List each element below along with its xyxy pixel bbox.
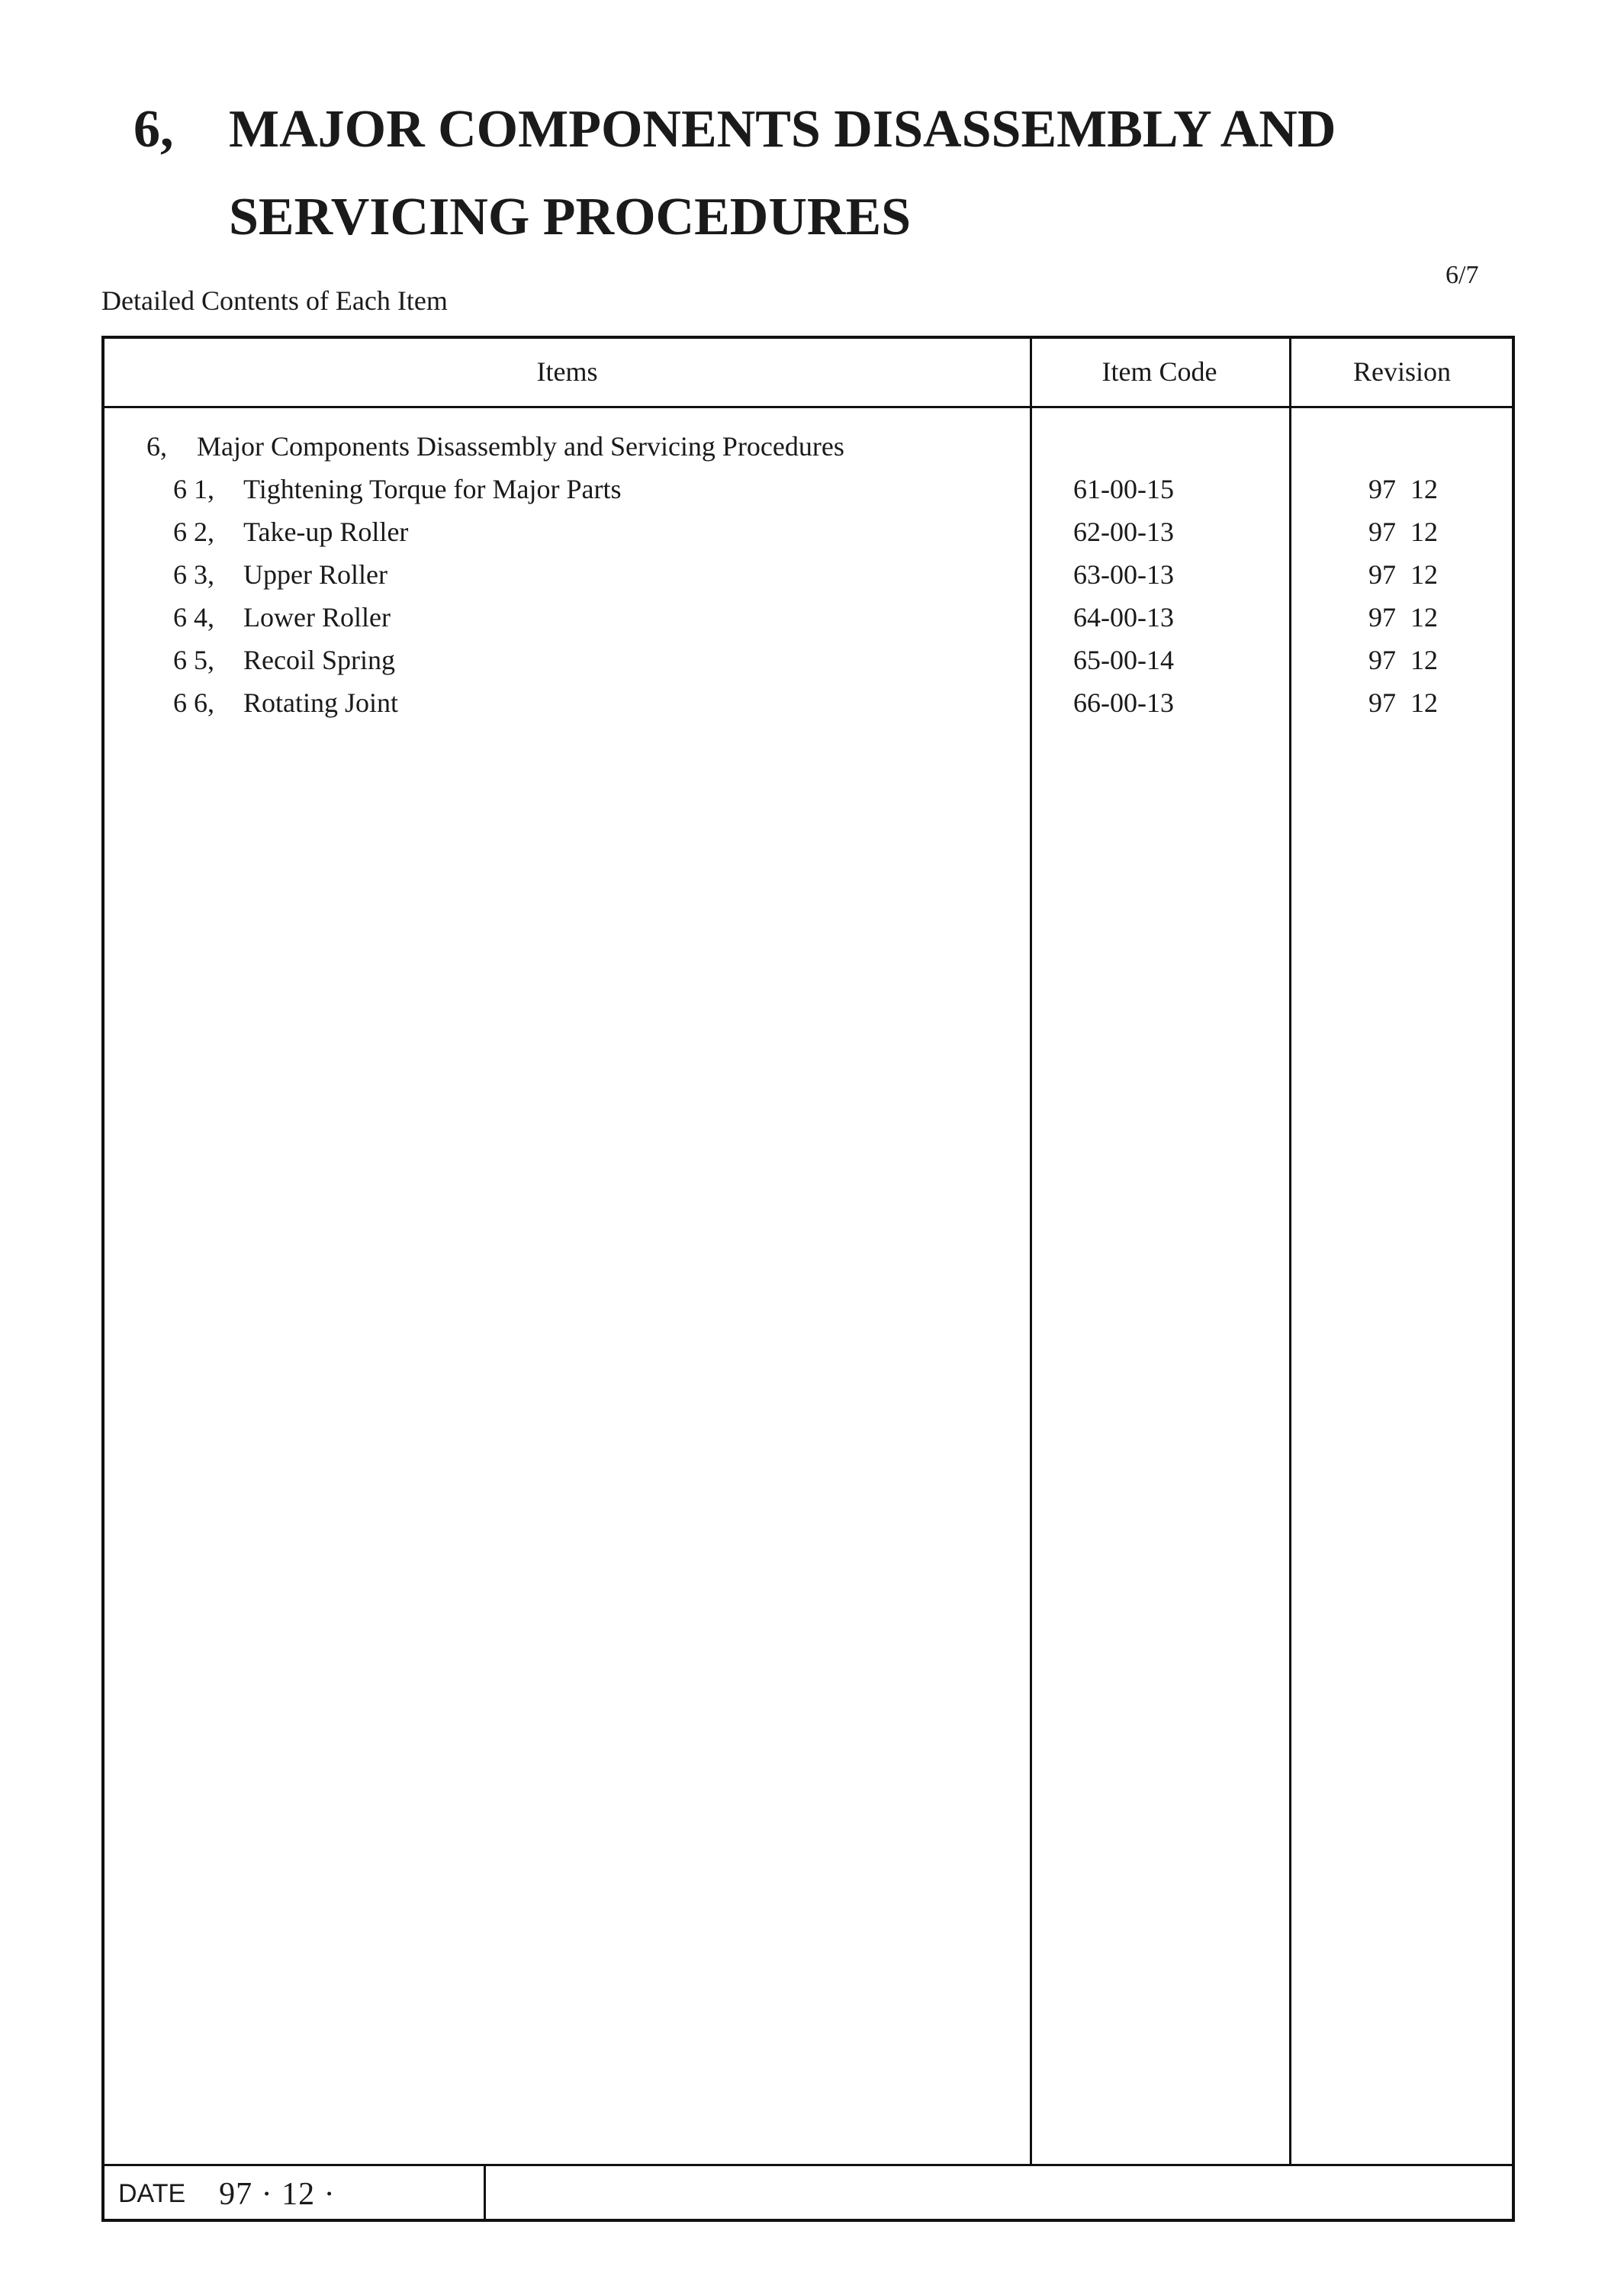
row-label: Recoil Spring bbox=[243, 645, 395, 675]
row-label: Lower Roller bbox=[243, 602, 391, 633]
table-row bbox=[105, 644, 1515, 687]
row-revision: 97 12 bbox=[1368, 517, 1438, 547]
row-label: Rotating Joint bbox=[243, 687, 399, 718]
row-number: 6 1, bbox=[173, 474, 214, 504]
table-rows bbox=[105, 473, 1515, 729]
page-title-line-1: MAJOR COMPONENTS DISASSEMBLY AND bbox=[229, 100, 1336, 159]
row-number: 6 4, bbox=[173, 602, 214, 633]
section-heading-number: 6, bbox=[146, 431, 167, 462]
row-number: 6 3, bbox=[173, 559, 214, 590]
section-heading bbox=[146, 430, 844, 462]
footer-date-cell bbox=[105, 2166, 486, 2222]
table-row bbox=[105, 687, 1515, 729]
row-label: Take-up Roller bbox=[243, 517, 409, 547]
row-item-code: 61-00-15 bbox=[1073, 474, 1174, 504]
row-revision: 97 12 bbox=[1368, 645, 1438, 675]
row-item-code: 66-00-13 bbox=[1073, 687, 1174, 718]
row-item-code: 62-00-13 bbox=[1073, 517, 1174, 547]
date-value: 97 · 12 · bbox=[219, 2176, 336, 2212]
row-revision: 97 12 bbox=[1368, 602, 1438, 633]
subtitle: Detailed Contents of Each Item bbox=[101, 285, 448, 316]
column-header-item-code: Item Code bbox=[1101, 356, 1217, 387]
page-number: 6/7 bbox=[1446, 261, 1479, 289]
header-divider bbox=[105, 406, 1512, 408]
row-item-code: 65-00-14 bbox=[1073, 645, 1174, 675]
section-heading-label: Major Components Disassembly and Servicing Procedures bbox=[197, 431, 844, 462]
row-label: Tightening Torque for Major Parts bbox=[243, 474, 622, 504]
table-row bbox=[105, 473, 1515, 516]
row-revision: 97 12 bbox=[1368, 559, 1438, 590]
column-header-items: Items bbox=[536, 356, 598, 387]
table-row bbox=[105, 516, 1515, 559]
row-number: 6 2, bbox=[173, 517, 214, 547]
table-row bbox=[105, 601, 1515, 644]
row-number: 6 6, bbox=[173, 687, 214, 718]
row-revision: 97 12 bbox=[1368, 474, 1438, 504]
page-title-line-2: SERVICING PROCEDURES bbox=[229, 188, 912, 246]
row-label: Upper Roller bbox=[243, 559, 388, 590]
row-number: 6 5, bbox=[173, 645, 214, 675]
table-row bbox=[105, 559, 1515, 601]
page-title-number: 6, bbox=[133, 100, 174, 159]
row-item-code: 63-00-13 bbox=[1073, 559, 1174, 590]
row-item-code: 64-00-13 bbox=[1073, 602, 1174, 633]
contents-table bbox=[101, 336, 1515, 2222]
column-header-revision: Revision bbox=[1352, 356, 1451, 387]
date-label: DATE bbox=[118, 2179, 186, 2208]
row-revision: 97 12 bbox=[1368, 687, 1438, 718]
